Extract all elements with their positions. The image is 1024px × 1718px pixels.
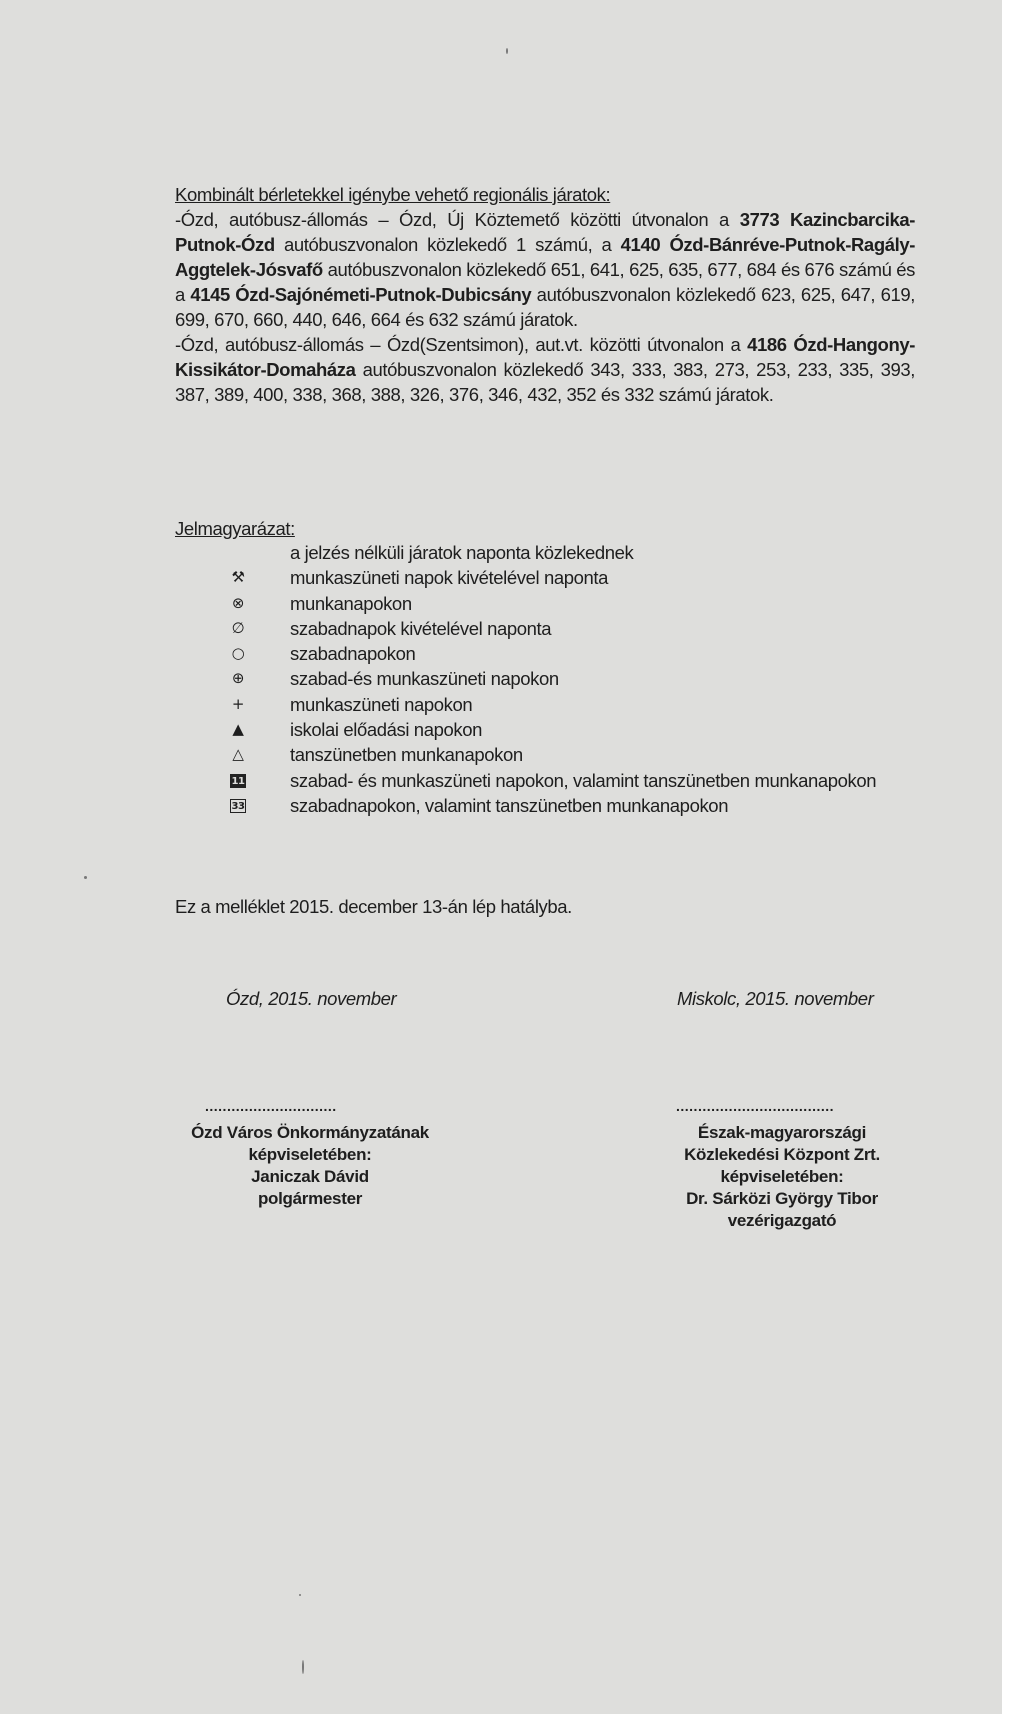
signatory-role: képviseletében: [720, 1167, 844, 1186]
signature-block-right [647, 1122, 917, 1232]
route-line-name: 4186 Ózd-Hangony-Kissikátor-Domaháza [175, 334, 915, 380]
route-text-segment: autóbuszvonalon közlekedő 343, 333, 383, 273, 253, 233, 335, 393, 387, 389, 400, 338, 368, 388, 326, 376, 346, 432, 352 és 332 számú járatok. [175, 359, 915, 405]
signatory-org: Ózd Város Önkormányzatának [191, 1123, 429, 1142]
signature-line-left: .............................. [205, 1098, 337, 1114]
legend-description: szabad-és munkaszüneti napokon [290, 668, 559, 690]
boxed-11-icon: 11 [231, 775, 245, 787]
regional-routes-section [175, 182, 915, 407]
legend-row [220, 565, 920, 590]
signature-line-right: .................................... [676, 1098, 835, 1114]
legend-title: Jelmagyarázat: [175, 518, 295, 539]
scan-speck [299, 1594, 301, 1596]
signatory-name: Janiczak Dávid [251, 1167, 369, 1186]
legend-description: iskolai előadási napokon [290, 719, 482, 741]
legend-row [220, 540, 920, 565]
legend-row [220, 742, 920, 767]
legend-row [220, 591, 920, 616]
legend-row [220, 793, 920, 818]
signatory-org-line-2: Közlekedési Központ Zrt. [684, 1145, 880, 1164]
route-text-segment: -Ózd, autóbusz-állomás – Ózd(Szentsimon), aut.vt. közötti útvonalon a [175, 334, 748, 355]
route-text-segment: autóbuszvonalon közlekedő 1 számú, a [274, 234, 621, 255]
circled-cross-icon: ⊗ [231, 593, 245, 612]
legend-row [220, 768, 920, 793]
scan-speck [506, 48, 508, 54]
signatory-org: Észak-magyarországi [697, 1123, 867, 1142]
route-paragraph-2 [175, 332, 915, 407]
route-line-name: 3773 Kazincbarcika-Putnok-Ózd [175, 209, 915, 255]
signatory-title: vezérigazgató [727, 1211, 837, 1230]
crossed-hammers-icon: ⚒ [231, 568, 245, 587]
filled-triangle-icon: ▲ [232, 720, 244, 739]
signing-place-date-left: Ózd, 2015. november [226, 988, 397, 1009]
legend-description: szabadnapokon, valamint tanszünetben munkanapokon [290, 794, 729, 816]
legend-row [220, 641, 920, 666]
legend-row [220, 717, 920, 742]
effective-date-text: Ez a melléklet 2015. december 13-án lép hatályba. [175, 896, 572, 917]
circle-icon: ○ [231, 644, 245, 663]
plus-icon: + [231, 694, 245, 713]
legend-list [220, 540, 920, 818]
legend-description: munkaszüneti napok kivételével naponta [290, 567, 609, 589]
slashed-circle-icon: ∅ [231, 618, 245, 637]
circled-plus-icon: ⊕ [231, 669, 245, 688]
legend-description: szabad- és munkaszüneti napokon, valamint tanszünetben munkanapokon [290, 769, 877, 791]
route-line-name: 4140 Ózd-Bánréve-Putnok-Ragály-Aggtelek-Jósvafő [175, 234, 915, 280]
signing-place-date-right: Miskolc, 2015. november [677, 988, 874, 1009]
route-paragraph-1 [175, 207, 915, 332]
scan-speck [302, 1660, 304, 1674]
legend-description: szabadnapokon [290, 643, 416, 665]
legend-description: tanszünetben munkanapokon [290, 744, 523, 766]
legend-description: a jelzés nélküli járatok naponta közlekednek [290, 542, 634, 563]
legend-row [220, 666, 920, 691]
route-text-segment: autóbuszvonalon közlekedő 651, 641, 625, 635, 677, 684 és 676 számú és a [175, 259, 915, 305]
regional-routes-heading: Kombinált bérletekkel igénybe vehető regionális járatok: [175, 184, 611, 205]
legend-row [220, 692, 920, 717]
route-line-name: 4145 Ózd-Sajónémeti-Putnok-Dubicsány [190, 284, 532, 305]
route-text-segment: autóbuszvonalon közlekedő 623, 625, 647, 619, 699, 670, 660, 440, 646, 664 és 632 számú járatok. [175, 284, 915, 330]
outline-triangle-icon: △ [232, 745, 244, 764]
route-text-segment: -Ózd, autóbusz-állomás – Ózd, Új Köztemető közötti útvonalon a [175, 209, 740, 230]
signatory-name: Dr. Sárközi György Tibor [686, 1189, 878, 1208]
legend-row [220, 616, 920, 641]
signature-block-left [175, 1122, 445, 1210]
scan-speck [84, 876, 87, 879]
legend-description: szabadnapok kivételével naponta [290, 617, 552, 639]
signatory-role: képviseletében: [248, 1145, 372, 1164]
boxed-33-icon: 33 [231, 800, 245, 812]
signatory-title: polgármester [257, 1189, 363, 1208]
legend-description: munkaszüneti napokon [290, 693, 473, 715]
legend-description: munkanapokon [290, 592, 412, 614]
